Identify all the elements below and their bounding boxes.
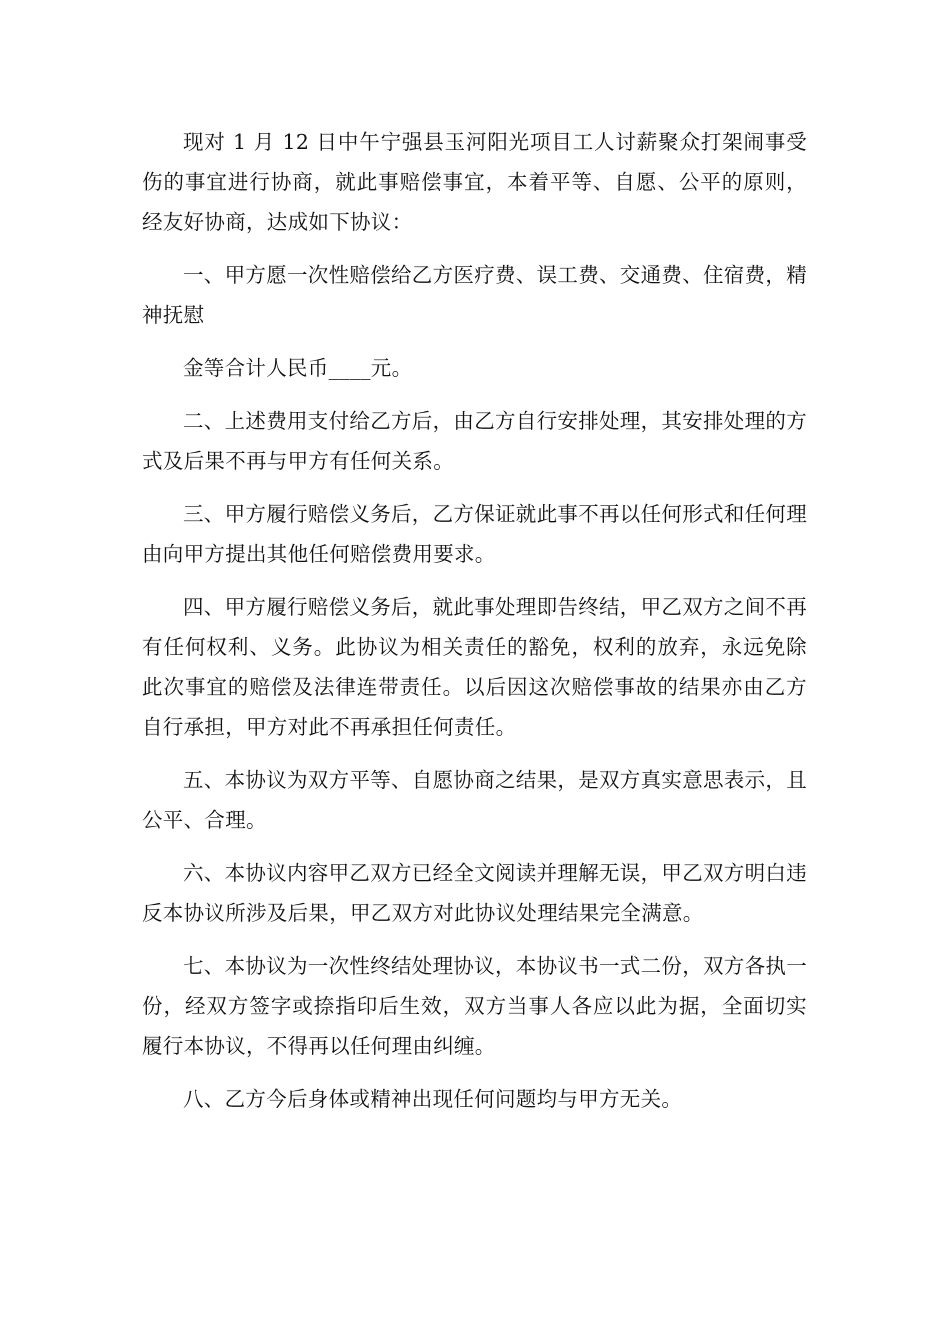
agreement-body bbox=[142, 122, 807, 1132]
paragraph-clause-7: 七、本协议为一次性终结处理协议，本协议书一式二份，双方各执一份，经双方签字或捺指印后生效，双方当事人各应以此为据，全面切实履行本协议，不得再以任何理由纠缠。 bbox=[142, 954, 807, 1058]
paragraph-clause-8: 八、乙方今后身体或精神出现任何问题均与甲方无关。 bbox=[183, 1087, 683, 1111]
paragraph-clause-4: 四、甲方履行赔偿义务后，就此事处理即告终结，甲乙双方之间不再有任何权利、义务。此协议为相关责任的豁免，权利的放弃，永远免除此次事宜的赔偿及法律连带责任。以后因这次赔偿事故的结果亦由乙方自行承担，甲方对此不再承担任何责任。 bbox=[142, 595, 807, 739]
paragraph-clause-1-amount: 金等合计人民币____元。 bbox=[183, 356, 413, 380]
paragraph-clause-5: 五、本协议为双方平等、自愿协商之结果，是双方真实意思表示，且公平、合理。 bbox=[142, 768, 807, 832]
paragraph-clause-2: 二、上述费用支付给乙方后，由乙方自行安排处理，其安排处理的方式及后果不再与甲方有任何关系。 bbox=[142, 409, 807, 473]
paragraph-intro: 现对 1 月 12 日中午宁强县玉河阳光项目工人讨薪聚众打架闹事受伤的事宜进行协商，就此事赔偿事宜，本着平等、自愿、公平的原则，经友好协商，达成如下协议： bbox=[142, 130, 807, 234]
paragraph-clause-6: 六、本协议内容甲乙双方已经全文阅读并理解无误，甲乙双方明白违反本协议所涉及后果，甲乙双方对此协议处理结果完全满意。 bbox=[142, 861, 807, 925]
paragraph-clause-3: 三、甲方履行赔偿义务后，乙方保证就此事不再以任何形式和任何理由向甲方提出其他任何赔偿费用要求。 bbox=[142, 502, 807, 566]
paragraph-clause-1: 一、甲方愿一次性赔偿给乙方医疗费、误工费、交通费、住宿费，精神抚慰 bbox=[142, 263, 807, 327]
